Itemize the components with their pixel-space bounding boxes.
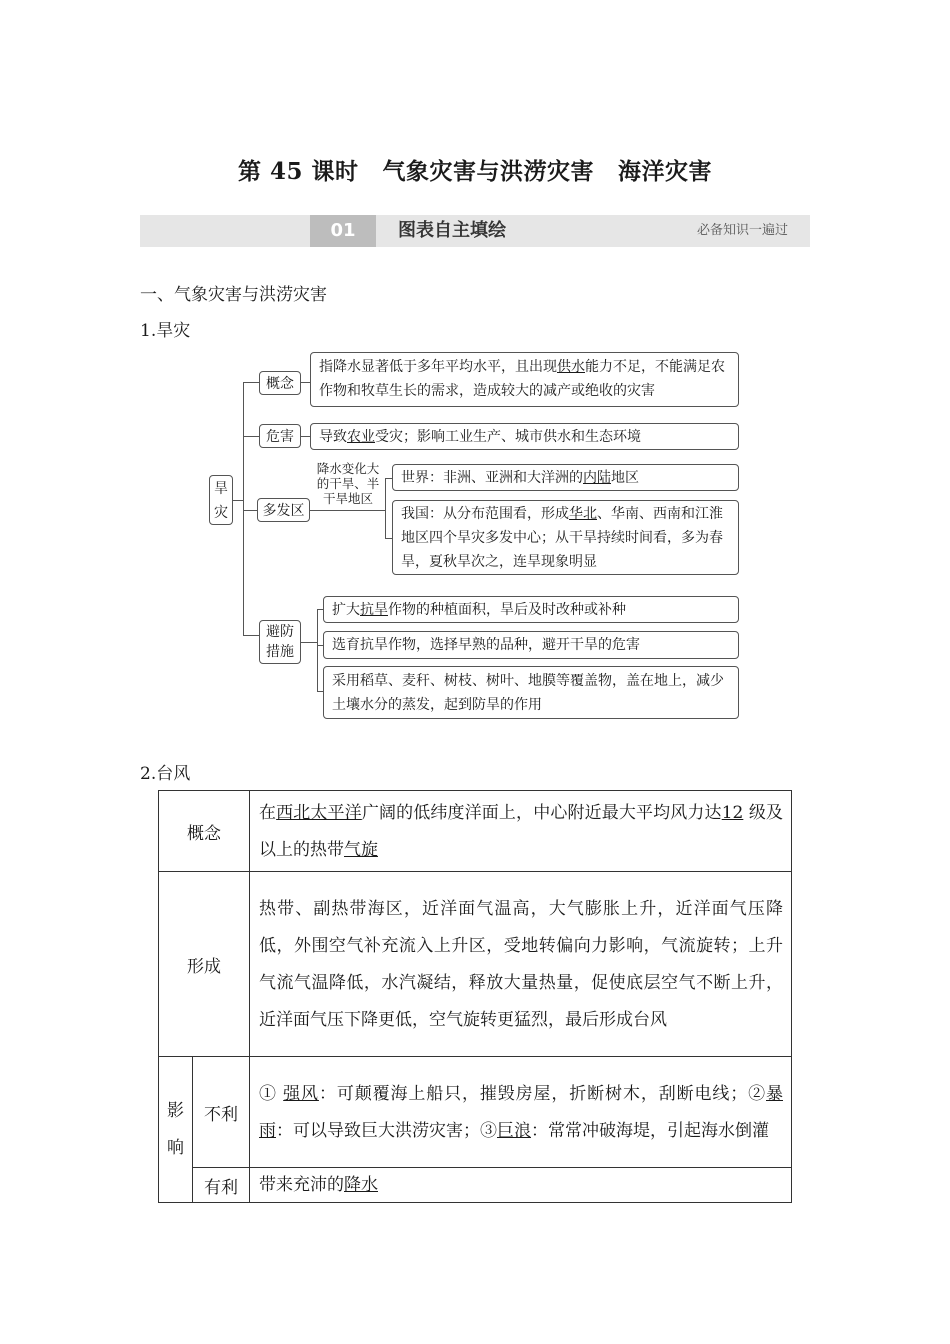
harm-node: 危害 bbox=[259, 424, 301, 448]
world-areas-box: 世界：非洲、亚洲和大洋洲的内陆地区 bbox=[392, 464, 739, 491]
china-areas-box: 我国：从分布范围看，形成华北、华南、西南和江淮地区四个旱灾多发中心；从干旱持续时间看，多为春旱，夏秋旱次之，连旱现象明显 bbox=[392, 500, 739, 575]
impact-label-cell: 影响 bbox=[159, 1057, 193, 1203]
table-row bbox=[159, 872, 792, 1057]
section-number-badge: 01 bbox=[310, 215, 376, 247]
adverse-cell: ① 强风：可颠覆海上船只，摧毁房屋，折断树木，刮断电线；②暴雨：可以导致巨大洪涝灾害；③巨浪：常常冲破海堤，引起海水倒灌 bbox=[250, 1057, 792, 1168]
page-title: 第 45 课时 气象灾害与洪涝灾害 海洋灾害 bbox=[237, 158, 713, 185]
concept-label-cell: 概念 bbox=[159, 791, 250, 872]
measures-node: 避防措施 bbox=[259, 620, 301, 664]
concept-node: 概念 bbox=[259, 371, 301, 395]
table-row bbox=[159, 1057, 792, 1168]
areas-note: 降水变化大的干旱、半干旱地区 bbox=[316, 461, 380, 506]
section-heading: 一、气象灾害与洪涝灾害 bbox=[140, 285, 327, 305]
drought-heading: 1.旱灾 bbox=[140, 321, 191, 341]
typhoon-heading: 2.台风 bbox=[140, 764, 191, 784]
drought-root-node: 旱灾 bbox=[209, 475, 233, 525]
typhoon-table bbox=[158, 790, 792, 1203]
benefit-cell: 带来充沛的降水 bbox=[250, 1168, 792, 1203]
adverse-label-cell: 不利 bbox=[193, 1057, 250, 1168]
table-row bbox=[159, 1168, 792, 1203]
measure-3-box: 采用稻草、麦秆、树枝、树叶、地膜等覆盖物，盖在地上，减少土壤水分的蒸发，起到防旱的作用 bbox=[323, 666, 739, 719]
harm-box: 导致农业受灾；影响工业生产、城市供水和生态环境 bbox=[310, 423, 739, 450]
formation-label-cell: 形成 bbox=[159, 872, 250, 1057]
section-banner-title: 图表自主填绘 bbox=[398, 220, 506, 241]
formation-cell: 热带、副热带海区，近洋面气温高，大气膨胀上升，近洋面气压降低，外围空气补充流入上升区，受地转偏向力影响，气流旋转；上升气流气温降低，水汽凝结，释放大量热量，促使底层空气不断上升，近洋面气压下降更低，空气旋转更猛烈，最后形成台风 bbox=[250, 872, 792, 1057]
section-banner-hint: 必备知识一遍过 bbox=[696, 223, 788, 238]
measure-2-box: 选育抗旱作物，选择早熟的品种，避开干旱的危害 bbox=[323, 631, 739, 659]
concept-cell: 在西北太平洋广阔的低纬度洋面上，中心附近最大平均风力达12 级及以上的热带气旋 bbox=[250, 791, 792, 872]
table-row bbox=[159, 791, 792, 872]
areas-node: 多发区 bbox=[257, 498, 310, 522]
section-banner bbox=[140, 215, 810, 247]
benefit-label-cell: 有利 bbox=[193, 1168, 250, 1203]
concept-box: 指降水显著低于多年平均水平，且出现供水能力不足，不能满足农作物和牧草生长的需求，造成较大的减产或绝收的灾害 bbox=[310, 352, 739, 407]
measure-1-box: 扩大抗旱作物的种植面积，旱后及时改种或补种 bbox=[323, 596, 739, 623]
